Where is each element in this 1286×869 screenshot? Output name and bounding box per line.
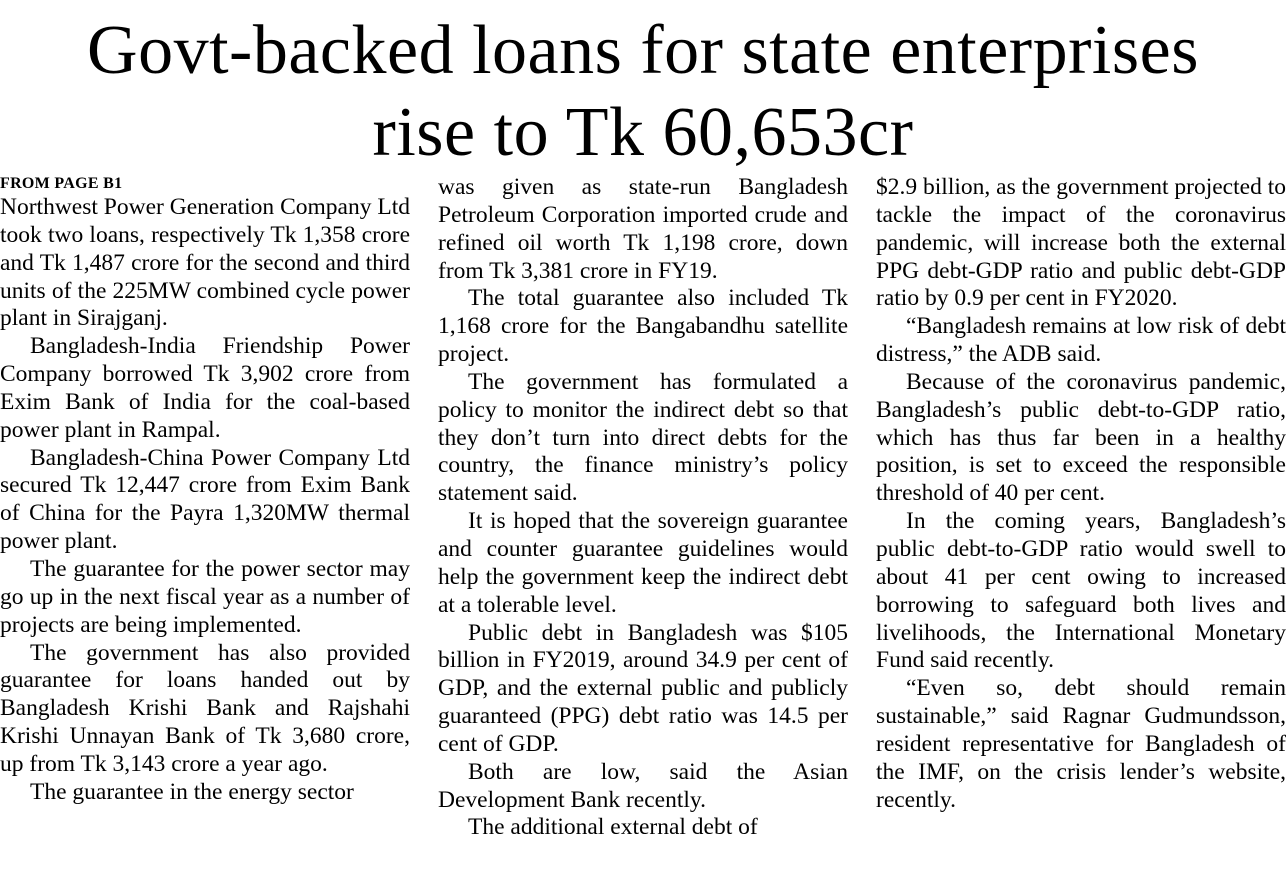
paragraph: was given as state-run Bangladesh Petroleum Corporation imported crude and refined oil worth Tk 1,198 crore, down from Tk 3,381 crore in FY19. <box>438 174 848 284</box>
paragraph: Bangladesh-India Friendship Power Company borrowed Tk 3,902 crore from Exim Bank of India for the coal-based power plant in Rampal. <box>0 333 410 443</box>
paragraph: The government has formulated a policy to monitor the indirect debt so that they don’t turn into direct debts for the country, the finance ministry’s policy statement said. <box>438 368 848 507</box>
article-column-2 <box>438 174 848 842</box>
paragraph: The guarantee in the energy sector <box>30 778 354 805</box>
paragraph: It is hoped that the sovereign guarantee and counter guarantee guidelines would help the government keep the indirect debt at a tolerable level. <box>438 508 848 618</box>
paragraph: $2.9 billion, as the government projected to tackle the impact of the coronavirus pandemic, will increase both the external PPG debt-GDP ratio and public debt-GDP ratio by 0.9 per cent in FY2020. <box>876 174 1286 312</box>
paragraph: Because of the coronavirus pandemic, Bangladesh’s public debt-to-GDP ratio, which has thus far been in a healthy position, is set to exceed the responsible threshold of 40 per cent. <box>876 368 1286 507</box>
article-column-1 <box>0 174 410 807</box>
paragraph: Both are low, said the Asian Development Bank recently. <box>438 758 848 813</box>
paragraph: Bangladesh-China Power Company Ltd secured Tk 12,447 crore from Exim Bank of China for the Payra 1,320MW thermal power plant. <box>0 444 410 555</box>
paragraph: The additional external debt of <box>468 814 758 841</box>
paragraph: “Even so, debt should remain sustainable,” said Ragnar Gudmundsson, resident representative for Bangladesh of the IMF, on the crisis lender’s website, recently. <box>876 675 1286 813</box>
paragraph: Public debt in Bangladesh was $105 billion in FY2019, around 34.9 per cent of GDP, and the external public and publicly guaranteed (PPG) debt ratio was 14.5 per cent of GDP. <box>438 619 848 757</box>
paragraph: In the coming years, Bangladesh’s public debt-to-GDP ratio would swell to about 41 per cent owing to increased borrowing to safeguard both lives and livelihoods, the International Monetary Fund said recently. <box>876 508 1286 674</box>
kicker-from-page: FROM PAGE B1 <box>0 175 123 192</box>
paragraph: The government has also provided guarantee for loans handed out by Bangladesh Krishi Bank and Rajshahi Krishi Unnayan Bank of Tk 3,680 crore, up from Tk 3,143 crore a year ago. <box>0 639 410 777</box>
paragraph: Northwest Power Generation Company Ltd took two loans, respectively Tk 1,358 crore and Tk 1,487 crore for the second and third units of the 225MW combined cycle power plant in Sirajganj. <box>0 194 410 332</box>
headline-line-1: Govt-backed loans for state enterprises <box>87 12 1199 89</box>
headline <box>0 10 1286 174</box>
paragraph: The total guarantee also included Tk 1,168 crore for the Bangabandhu satellite project. <box>438 285 848 368</box>
headline-line-2: rise to Tk 60,653cr <box>372 94 914 171</box>
article-column-3 <box>876 174 1286 814</box>
paragraph: “Bangladesh remains at low risk of debt distress,” the ADB said. <box>876 313 1286 368</box>
paragraph: The guarantee for the power sector may go up in the next fiscal year as a number of projects are being implemented. <box>0 555 410 638</box>
